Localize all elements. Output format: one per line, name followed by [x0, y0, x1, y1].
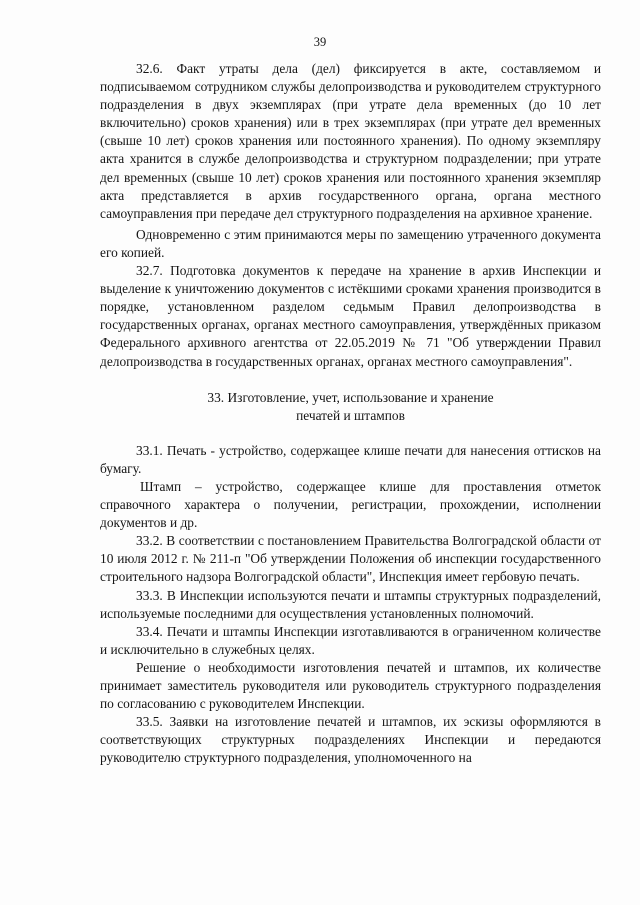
paragraph-stamp-definition: Штамп – устройство, содержащее клише для проставления отметок справочного характера о получении, регистрации, прохождении, исполнении документов и др.: [100, 478, 601, 531]
section-heading-line-1: 33. Изготовление, учет, использование и хранение: [207, 389, 494, 405]
document-body: [100, 60, 601, 767]
paragraph-loss-replacement: Одновременно с этим принимаются меры по замещению утраченного документа его копией.: [100, 226, 601, 260]
paragraph-33-1: 33.1. Печать - устройство, содержащее клише печати для нанесения оттисков на бумагу.: [100, 442, 601, 476]
paragraph-33-5: 33.5. Заявки на изготовление печатей и штампов, их эскизы оформляются в соответствующих структурных подразделениях Инспекции и передаются руководителю структурного подразделения, уполномоченного на: [100, 714, 601, 766]
page-number: 39: [313, 35, 327, 49]
paragraph-decision: Решение о необходимости изготовления печатей и штампов, их количестве принимает заместитель руководителя или руководитель структурного подразделения по согласованию с руководителем Инспекции.: [100, 659, 601, 712]
paragraph-32-7: 32.7. Подготовка документов к передаче на хранение в архив Инспекции и выделение к уничтожению документов с истёкшими сроками хранения производится в порядке, установленном разделом седьмым Правил делопроизводства в государственных органах, органах местного самоуправления, утверждённых приказом Федерального архивного агентства от 22.05.2019 № 71 "Об утверждении Правил делопроизводства в государственных органах, органах местного самоуправления".: [100, 263, 601, 369]
paragraph-33-4: 33.4. Печати и штампы Инспекции изготавливаются в ограниченном количестве и исключительно в служебных целях.: [100, 623, 601, 657]
section-heading-33: [100, 389, 601, 425]
paragraph-33-2: 33.2. В соответствии с постановлением Правительства Волгоградской области от 10 июля 2012 г. № 211-п "Об утверждении Положения об инспекции государственного строительного надзора Волгоградской области", Инспекция имеет гербовую печать.: [100, 533, 601, 585]
section-heading-line-2: печатей и штампов: [296, 407, 405, 423]
paragraph-32-6: 32.6. Факт утраты дела (дел) фиксируется в акте, составляемом и подписываемом сотрудником службы делопроизводства и руководителем структурного подразделения в двух экземплярах (при утрате дела временных (до 10 лет включительно) сроков хранения) или в трех экземплярах (при утрате дел временных (свыше 10 лет) сроков хранения или постоянного хранения). По одному экземпляру акта хранится в службе делопроизводства и структурном подразделении; при утрате дел временных (свыше 10 лет) сроков хранения или постоянного хранения экземпляр акта представляется в архив государственного органа, органа местного самоуправления при передаче дел структурного подразделения на архивное хранение.: [100, 61, 601, 221]
paragraph-33-3: 33.3. В Инспекции используются печати и штампы структурных подразделений, используемые последними для осуществления установленных полномочий.: [100, 587, 601, 621]
